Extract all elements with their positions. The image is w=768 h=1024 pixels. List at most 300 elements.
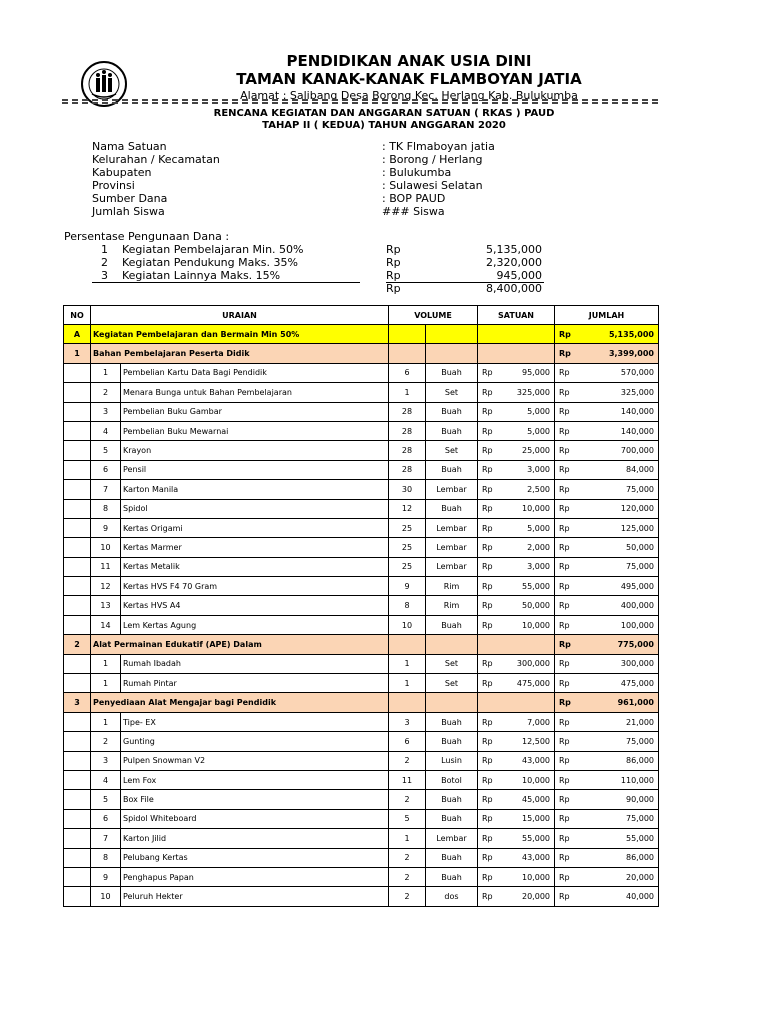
info-label: Provinsi: [92, 179, 135, 192]
item-amount-cell: [555, 596, 659, 615]
empty-cell: [426, 635, 478, 654]
table-header-row: [64, 306, 659, 325]
item-amount: 140,000: [620, 407, 654, 417]
percent-text: Kegiatan Pendukung Maks. 35%: [122, 256, 298, 269]
item-no: 1: [91, 654, 121, 673]
item-name: Pembelian Kartu Data Bagi Pendidik: [121, 363, 389, 382]
item-qty: 25: [389, 518, 426, 537]
col-volume: VOLUME: [389, 306, 478, 325]
item-price-cell: [478, 867, 555, 886]
item-price-wrap: [480, 718, 552, 727]
empty-cell: [426, 325, 478, 344]
item-qty: 28: [389, 441, 426, 460]
row-text: Penyediaan Alat Mengajar bagi Pendidik: [91, 693, 389, 712]
empty-cell: [64, 732, 91, 751]
item-price-currency: Rp: [482, 756, 493, 766]
item-no: 2: [91, 383, 121, 402]
item-amount-wrap: [557, 465, 656, 474]
item-amount-currency: Rp: [559, 833, 570, 843]
item-price-wrap: [480, 621, 552, 630]
item-price: 55,000: [522, 581, 550, 591]
item-price-wrap: [480, 407, 552, 416]
item-price-cell: [478, 829, 555, 848]
item-qty: 2: [389, 751, 426, 770]
item-amount-wrap: [557, 756, 656, 765]
item-price-cell: [478, 383, 555, 402]
item-amount: 100,000: [620, 620, 654, 630]
item-unit: Botol: [426, 770, 478, 789]
item-no: 1: [91, 363, 121, 382]
item-amount: 475,000: [620, 678, 654, 688]
empty-cell: [64, 383, 91, 402]
empty-cell: [64, 790, 91, 809]
item-price-wrap: [480, 892, 552, 901]
table-row: [64, 499, 659, 518]
item-unit: Lembar: [426, 538, 478, 557]
item-amount: 84,000: [626, 465, 654, 475]
empty-cell: [64, 518, 91, 537]
item-price-cell: [478, 402, 555, 421]
item-price-currency: Rp: [482, 407, 493, 417]
item-amount-currency: Rp: [559, 387, 570, 397]
percent-amount: 2,320,000: [486, 256, 542, 269]
item-price-wrap: [480, 601, 552, 610]
item-price-currency: Rp: [482, 387, 493, 397]
item-price-cell: [478, 499, 555, 518]
item-name: Penghapus Papan: [121, 867, 389, 886]
item-amount: 55,000: [626, 833, 654, 843]
item-no: 11: [91, 557, 121, 576]
group-row: [64, 635, 659, 654]
empty-cell: [64, 712, 91, 731]
item-amount: 570,000: [620, 368, 654, 378]
item-amount: 50,000: [626, 542, 654, 552]
percent-text: Kegiatan Lainnya Maks. 15%: [122, 269, 281, 282]
item-amount-wrap: [557, 814, 656, 823]
org-address: Alamat : Salibang Desa Borong Kec. Herlang Kab. Bulukumba: [240, 89, 578, 102]
item-no: 5: [91, 790, 121, 809]
item-amount-currency: Rp: [559, 581, 570, 591]
item-price-currency: Rp: [482, 484, 493, 494]
item-price-currency: Rp: [482, 814, 493, 824]
item-amount-cell: [555, 887, 659, 906]
item-amount-cell: [555, 441, 659, 460]
item-price-currency: Rp: [482, 659, 493, 669]
item-no: 9: [91, 518, 121, 537]
info-value: : Sulawesi Selatan: [382, 179, 483, 192]
item-unit: Buah: [426, 712, 478, 731]
empty-cell: [389, 635, 426, 654]
empty-cell: [64, 848, 91, 867]
item-qty: 2: [389, 848, 426, 867]
table-row: [64, 596, 659, 615]
item-price: 2,000: [527, 542, 550, 552]
item-price-cell: [478, 732, 555, 751]
item-price-wrap: [480, 582, 552, 591]
item-price-cell: [478, 577, 555, 596]
item-no: 3: [91, 402, 121, 421]
item-amount-wrap: [557, 562, 656, 571]
item-price: 43,000: [522, 853, 550, 863]
item-price-currency: Rp: [482, 562, 493, 572]
col-no: NO: [64, 306, 91, 325]
item-price-cell: [478, 615, 555, 634]
item-no: 8: [91, 848, 121, 867]
item-price: 325,000: [516, 387, 550, 397]
item-price-cell: [478, 887, 555, 906]
item-amount-currency: Rp: [559, 446, 570, 456]
item-price-wrap: [480, 562, 552, 571]
item-name: Box File: [121, 790, 389, 809]
percent-total-currency: Rp: [386, 282, 401, 295]
item-price: 10,000: [522, 872, 550, 882]
item-amount-wrap: [557, 388, 656, 397]
row-total-cell: [555, 325, 659, 344]
info-label: Jumlah Siswa: [92, 205, 165, 218]
item-qty: 5: [389, 809, 426, 828]
item-amount: 75,000: [626, 736, 654, 746]
item-price: 5,000: [527, 523, 550, 533]
org-line-2: TAMAN KANAK-KANAK FLAMBOYAN JATIA: [236, 70, 582, 88]
item-unit: Rim: [426, 596, 478, 615]
item-price-currency: Rp: [482, 368, 493, 378]
item-amount: 90,000: [626, 795, 654, 805]
item-no: 8: [91, 499, 121, 518]
row-total-currency: Rp: [559, 639, 571, 649]
item-unit: Buah: [426, 867, 478, 886]
item-amount-wrap: [557, 795, 656, 804]
item-unit: Buah: [426, 402, 478, 421]
item-name: Peluruh Hekter: [121, 887, 389, 906]
item-qty: 6: [389, 363, 426, 382]
table-row: [64, 383, 659, 402]
item-price-cell: [478, 441, 555, 460]
item-qty: 1: [389, 674, 426, 693]
item-price-cell: [478, 363, 555, 382]
item-unit: Lembar: [426, 829, 478, 848]
item-price: 20,000: [522, 892, 550, 902]
item-unit: Lembar: [426, 480, 478, 499]
item-qty: 3: [389, 712, 426, 731]
empty-cell: [478, 693, 555, 712]
item-name: Rumah Pintar: [121, 674, 389, 693]
item-price: 55,000: [522, 833, 550, 843]
empty-cell: [478, 635, 555, 654]
empty-cell: [64, 829, 91, 848]
table-row: [64, 460, 659, 479]
item-amount-currency: Rp: [559, 775, 570, 785]
item-amount-currency: Rp: [559, 756, 570, 766]
item-price-wrap: [480, 873, 552, 882]
item-name: Pembelian Buku Mewarnai: [121, 421, 389, 440]
item-no: 4: [91, 421, 121, 440]
table-row: [64, 848, 659, 867]
item-no: 2: [91, 732, 121, 751]
item-price-currency: Rp: [482, 775, 493, 785]
item-unit: Set: [426, 383, 478, 402]
item-amount-cell: [555, 809, 659, 828]
table-row: [64, 770, 659, 789]
item-name: Spidol: [121, 499, 389, 518]
item-amount-currency: Rp: [559, 504, 570, 514]
item-unit: Lembar: [426, 518, 478, 537]
item-name: Pensil: [121, 460, 389, 479]
item-name: Kertas Origami: [121, 518, 389, 537]
item-amount: 300,000: [620, 659, 654, 669]
item-qty: 1: [389, 383, 426, 402]
empty-cell: [389, 693, 426, 712]
item-price: 300,000: [516, 659, 550, 669]
row-total-currency: Rp: [559, 698, 571, 708]
item-price-currency: Rp: [482, 426, 493, 436]
item-amount-cell: [555, 557, 659, 576]
table-row: [64, 732, 659, 751]
item-price-cell: [478, 751, 555, 770]
item-price: 10,000: [522, 504, 550, 514]
item-price-currency: Rp: [482, 717, 493, 727]
empty-cell: [64, 887, 91, 906]
item-unit: Buah: [426, 809, 478, 828]
item-unit: Set: [426, 441, 478, 460]
empty-cell: [64, 751, 91, 770]
col-uraian: URAIAN: [91, 306, 389, 325]
item-price: 5,000: [527, 407, 550, 417]
item-amount-cell: [555, 751, 659, 770]
empty-cell: [64, 770, 91, 789]
item-price: 43,000: [522, 756, 550, 766]
table-row: [64, 557, 659, 576]
empty-cell: [64, 402, 91, 421]
org-line-1: PENDIDIKAN ANAK USIA DINI: [286, 52, 532, 70]
percent-row: [64, 269, 544, 282]
item-unit: Lembar: [426, 557, 478, 576]
item-amount: 495,000: [620, 581, 654, 591]
info-value: ### Siswa: [382, 205, 445, 218]
item-amount: 40,000: [626, 892, 654, 902]
info-label: Sumber Dana: [92, 192, 168, 205]
percent-row: [64, 256, 544, 269]
item-qty: 12: [389, 499, 426, 518]
empty-cell: [478, 344, 555, 363]
table-row: [64, 809, 659, 828]
item-amount-cell: [555, 499, 659, 518]
item-amount-cell: [555, 732, 659, 751]
item-qty: 2: [389, 790, 426, 809]
item-amount-currency: Rp: [559, 562, 570, 572]
empty-cell: [64, 577, 91, 596]
row-text: Kegiatan Pembelajaran dan Bermain Min 50%: [91, 325, 389, 344]
item-no: 1: [91, 674, 121, 693]
item-price-cell: [478, 480, 555, 499]
item-amount-cell: [555, 829, 659, 848]
item-amount-currency: Rp: [559, 542, 570, 552]
letterhead: [0, 52, 768, 103]
empty-cell: [389, 344, 426, 363]
table-row: [64, 538, 659, 557]
item-amount-cell: [555, 577, 659, 596]
item-amount-wrap: [557, 892, 656, 901]
percent-amount: 5,135,000: [486, 243, 542, 256]
item-unit: dos: [426, 887, 478, 906]
item-amount: 700,000: [620, 446, 654, 456]
item-no: 5: [91, 441, 121, 460]
item-price-currency: Rp: [482, 872, 493, 882]
item-amount-currency: Rp: [559, 484, 570, 494]
item-price: 10,000: [522, 620, 550, 630]
row-total-wrap: [557, 349, 656, 358]
item-no: 6: [91, 460, 121, 479]
report-title-2: TAHAP II ( KEDUA) TAHUN ANGGARAN 2020: [262, 120, 506, 131]
item-amount-cell: [555, 867, 659, 886]
item-amount-cell: [555, 538, 659, 557]
item-qty: 2: [389, 887, 426, 906]
item-amount: 325,000: [620, 387, 654, 397]
item-price-cell: [478, 848, 555, 867]
item-qty: 25: [389, 557, 426, 576]
item-amount: 75,000: [626, 484, 654, 494]
item-amount-wrap: [557, 621, 656, 630]
item-no: 1: [91, 712, 121, 731]
percent-underline: [92, 282, 360, 283]
table-row: [64, 712, 659, 731]
item-amount-cell: [555, 402, 659, 421]
item-price: 25,000: [522, 446, 550, 456]
item-amount-currency: Rp: [559, 814, 570, 824]
item-price-wrap: [480, 543, 552, 552]
item-price-wrap: [480, 795, 552, 804]
item-price-currency: Rp: [482, 523, 493, 533]
item-price-wrap: [480, 427, 552, 436]
row-code: 1: [64, 344, 91, 363]
item-name: Gunting: [121, 732, 389, 751]
item-price-currency: Rp: [482, 581, 493, 591]
item-amount-cell: [555, 674, 659, 693]
table-row: [64, 480, 659, 499]
item-price: 15,000: [522, 814, 550, 824]
item-amount-currency: Rp: [559, 407, 570, 417]
item-price-cell: [478, 809, 555, 828]
item-amount-cell: [555, 615, 659, 634]
empty-cell: [64, 363, 91, 382]
item-price: 7,000: [527, 717, 550, 727]
percent-currency: Rp: [386, 256, 401, 269]
info-label: Kelurahan / Kecamatan: [92, 153, 220, 166]
table-row: [64, 751, 659, 770]
empty-cell: [64, 557, 91, 576]
item-qty: 8: [389, 596, 426, 615]
item-amount-cell: [555, 480, 659, 499]
item-amount-wrap: [557, 582, 656, 591]
item-price: 10,000: [522, 775, 550, 785]
empty-cell: [64, 538, 91, 557]
item-unit: Set: [426, 674, 478, 693]
item-amount-currency: Rp: [559, 465, 570, 475]
item-unit: Lusin: [426, 751, 478, 770]
info-label: Nama Satuan: [92, 140, 167, 153]
item-amount: 86,000: [626, 756, 654, 766]
percent-no: 3: [101, 269, 108, 282]
item-name: Pelubang Kertas: [121, 848, 389, 867]
item-price-wrap: [480, 756, 552, 765]
percent-no: 2: [101, 256, 108, 269]
item-qty: 11: [389, 770, 426, 789]
item-price-wrap: [480, 524, 552, 533]
item-amount: 75,000: [626, 814, 654, 824]
item-unit: Buah: [426, 421, 478, 440]
section-row: [64, 325, 659, 344]
item-qty: 6: [389, 732, 426, 751]
info-label: Kabupaten: [92, 166, 152, 179]
item-price-wrap: [480, 368, 552, 377]
item-name: Krayon: [121, 441, 389, 460]
item-amount-cell: [555, 363, 659, 382]
table-row: [64, 363, 659, 382]
percent-amount: 945,000: [496, 269, 542, 282]
item-name: Karton Manila: [121, 480, 389, 499]
item-price: 95,000: [522, 368, 550, 378]
item-amount-wrap: [557, 853, 656, 862]
col-satuan: SATUAN: [478, 306, 555, 325]
empty-cell: [389, 325, 426, 344]
item-name: Rumah Ibadah: [121, 654, 389, 673]
item-qty: 28: [389, 402, 426, 421]
item-price-cell: [478, 460, 555, 479]
item-qty: 30: [389, 480, 426, 499]
item-price: 5,000: [527, 426, 550, 436]
item-unit: Buah: [426, 790, 478, 809]
item-price-cell: [478, 557, 555, 576]
item-qty: 2: [389, 867, 426, 886]
item-amount-currency: Rp: [559, 853, 570, 863]
item-price: 50,000: [522, 601, 550, 611]
table-row: [64, 615, 659, 634]
item-qty: 1: [389, 829, 426, 848]
item-amount-wrap: [557, 427, 656, 436]
item-price-cell: [478, 674, 555, 693]
item-price-wrap: [480, 737, 552, 746]
item-price-currency: Rp: [482, 542, 493, 552]
budget-table: [63, 305, 659, 907]
item-price-currency: Rp: [482, 601, 493, 611]
item-price: 2,500: [527, 484, 550, 494]
group-row: [64, 344, 659, 363]
item-amount: 120,000: [620, 504, 654, 514]
percent-block: [64, 243, 544, 295]
item-unit: Buah: [426, 848, 478, 867]
table-row: [64, 402, 659, 421]
row-total: 3,399,000: [608, 349, 654, 359]
row-code: 2: [64, 635, 91, 654]
item-amount-wrap: [557, 543, 656, 552]
item-unit: Buah: [426, 732, 478, 751]
info-value: : TK Flmaboyan jatia: [382, 140, 495, 153]
item-amount-cell: [555, 421, 659, 440]
item-amount-cell: [555, 712, 659, 731]
item-price-cell: [478, 596, 555, 615]
item-price-cell: [478, 790, 555, 809]
row-code: A: [64, 325, 91, 344]
table-row: [64, 674, 659, 693]
item-qty: 25: [389, 538, 426, 557]
row-text: Bahan Pembelajaran Peserta Didik: [91, 344, 389, 363]
item-no: 14: [91, 615, 121, 634]
item-no: 13: [91, 596, 121, 615]
col-jumlah: JUMLAH: [555, 306, 659, 325]
item-amount-cell: [555, 518, 659, 537]
group-row: [64, 693, 659, 712]
item-price-currency: Rp: [482, 446, 493, 456]
table-row: [64, 829, 659, 848]
